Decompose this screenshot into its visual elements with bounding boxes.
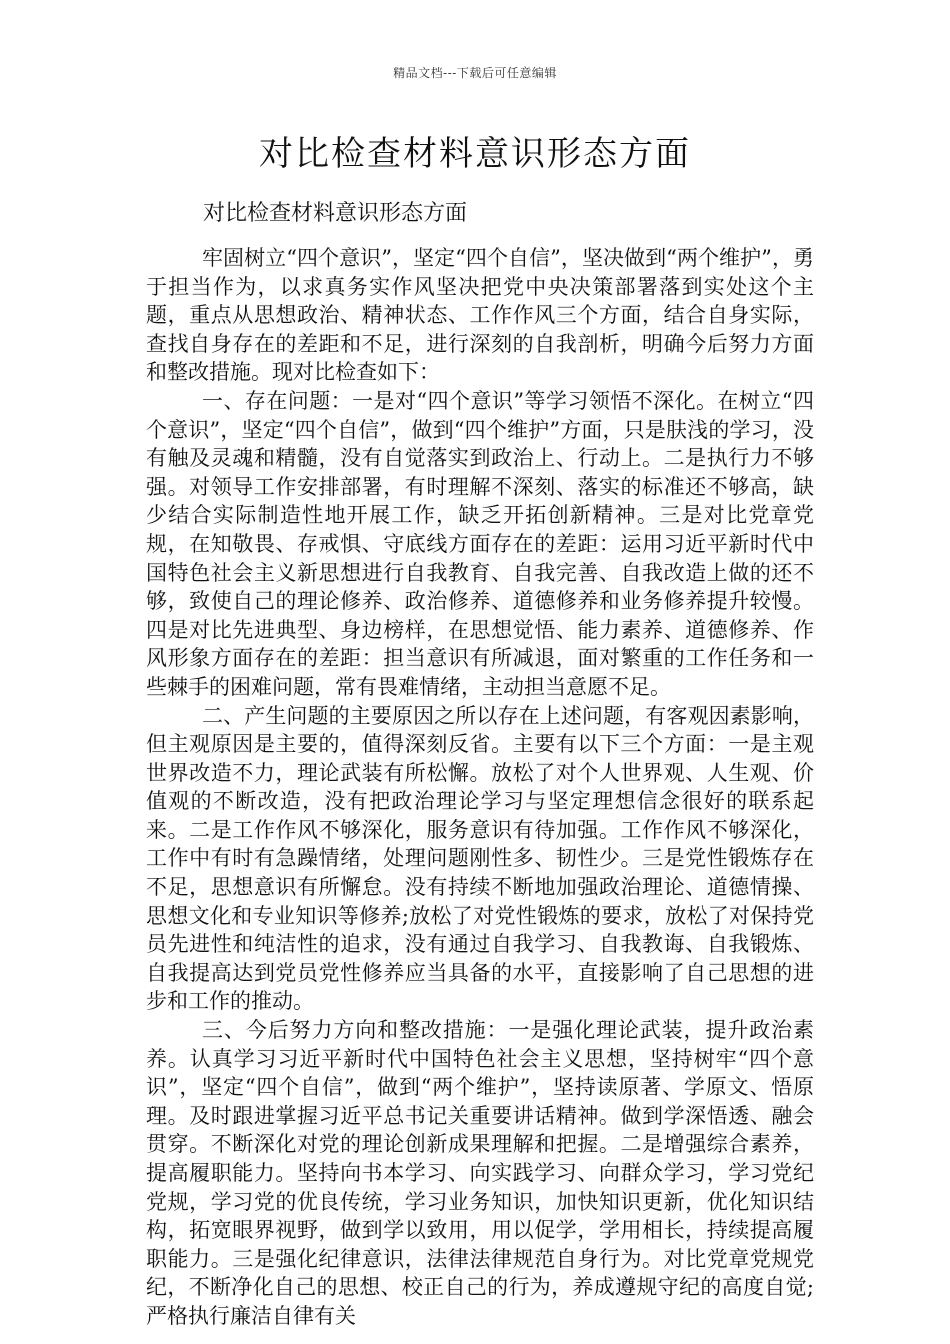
- paragraph-causes: 二、产生问题的主要原因之所以存在上述问题，有客观因素影响，但主观原因是主要的，值得深刻反省。主要有以下三个方面：一是主观世界改造不力，理论武装有所松懈。放松了对个人世界观、人生观、价值观的不断改造，没有把政治理论学习与坚定理想信念很好的联系起来。二是工作作风不够深化，服务意识有待加强。工作作风不够深化，工作中有时有急躁情绪，处理问题刚性多、韧性少。三是党性锻炼存在不足，思想意识有所懈怠。没有持续不断地加强政治理论、道德情操、思想文化和专业知识等修养;放松了对党性锻炼的要求，放松了对保持党员先进性和纯洁性的追求，没有通过自我学习、自我教诲、自我锻炼、自我提高达到党员党性修养应当具备的水平，直接影响了自己思想的进步和工作的推动。: [146, 703, 814, 1014]
- document-title: 对比检查材料意识形态方面: [259, 134, 691, 174]
- header-note: 精品文档---下载后可任意编辑: [393, 66, 557, 80]
- paragraph-intro: 牢固树立“四个意识”，坚定“四个自信”，坚决做到“两个维护”，勇于担当作为，以求真务实作风坚决把党中央决策部署落到实处这个主题，重点从思想政治、精神状态、工作作风三个方面，结合自身实际，查找自身存在的差距和不足，进行深刻的自我剖析，明确今后努力方面和整改措施。现对比检查如下：: [146, 246, 814, 385]
- document-subtitle: 对比检查材料意识形态方面: [203, 201, 468, 226]
- paragraph-measures: 三、今后努力方向和整改措施：一是强化理论武装，提升政治素养。认真学习习近平新时代中国特色社会主义思想，坚持树牢“四个意识”，坚定“四个自信”，做到“两个维护”，坚持读原著、学原文、悟原理。及时跟进掌握习近平总书记关重要讲话精神。做到学深悟透、融会贯穿。不断深化对党的理论创新成果理解和把握。二是增强综合素养，提高履职能力。坚持向书本学习、向实践学习、向群众学习，学习党纪党规，学习党的优良传统，学习业务知识，加快知识更新，优化知识结构，拓宽眼界视野，做到学以致用，用以促学，学用相长，持续提高履职能力。三是强化纪律意识，法律法律规范自身行为。对比党章党规党纪，不断净化自己的思想、校正自己的行为，养成遵规守纪的高度自觉;严格执行廉洁自律有关: [146, 1018, 814, 1328]
- paragraph-problems: 一、存在问题：一是对“四个意识”等学习领悟不深化。在树立“四个意识”，坚定“四个自信”，做到“四个维护”方面，只是肤浅的学习，没有触及灵魂和精髓，没有自觉落实到政治上、行动上。二是执行力不够强。对领导工作安排部署，有时理解不深刻、落实的标准还不够高，缺少结合实际制造性地开展工作，缺乏开拓创新精神。三是对比党章党规，在知敬畏、存戒惧、守底线方面存在的差距：运用习近平新时代中国特色社会主义新思想进行自我教育、自我完善、自我改造上做的还不够，致使自己的理论修养、政治修养、道德修养和业务修养提升较慢。四是对比先进典型、身边榜样，在思想觉悟、能力素养、道德修养、作风形象方面存在的差距：担当意识有所减退，面对繁重的工作任务和一些棘手的困难问题，常有畏难情绪，主动担当意愿不足。: [146, 388, 814, 699]
- document-body: [146, 244, 814, 1331]
